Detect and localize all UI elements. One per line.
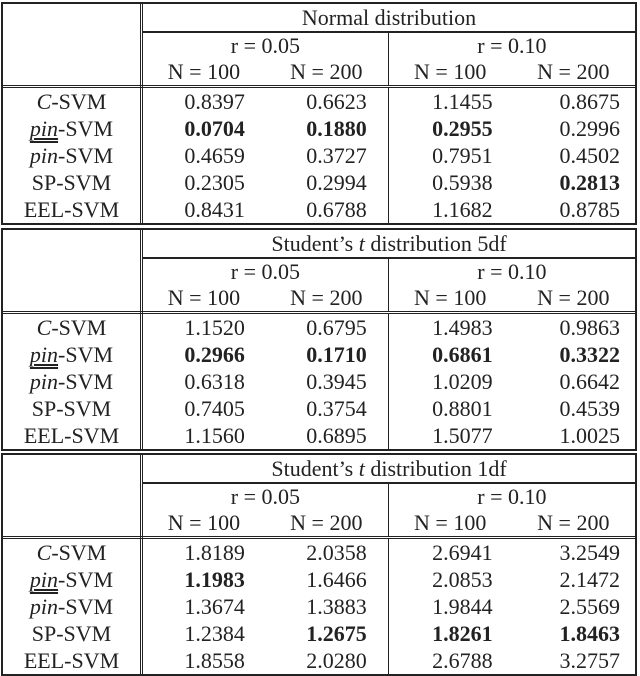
value-cell: 0.5938	[432, 170, 493, 195]
method-suffix: -SVM	[51, 315, 107, 340]
method-suffix: -SVM	[51, 540, 107, 565]
n-header: N = 200	[512, 510, 635, 538]
value-cell: 1.2384	[184, 621, 245, 646]
method-label	[3, 538, 142, 567]
empty-cell	[3, 230, 142, 258]
method-suffix: -SVM	[51, 89, 107, 114]
block-title	[142, 230, 636, 258]
value-cell: 1.4983	[432, 315, 493, 340]
method-label	[3, 169, 142, 196]
value-cell: 1.9844	[432, 594, 493, 619]
value-cell: 0.6895	[265, 422, 388, 449]
table-row	[3, 538, 635, 567]
value-cell: 1.1560	[184, 423, 245, 448]
value-cell: 1.2675	[265, 620, 388, 647]
value-cell: 0.6795	[265, 313, 388, 342]
method-label	[3, 368, 142, 395]
empty-cell	[3, 510, 142, 538]
empty-cell	[3, 455, 142, 483]
r-header: r = 0.05	[142, 32, 389, 59]
table-row	[3, 647, 635, 674]
n-header: N = 100	[142, 285, 265, 313]
method-suffix: -SVM	[58, 143, 114, 168]
n-header: N = 100	[388, 285, 511, 313]
value-cell: 1.1455	[432, 89, 493, 114]
value-cell: 2.5569	[559, 594, 620, 619]
value-cell: 1.3674	[184, 594, 245, 619]
value-cell: 0.8397	[184, 89, 245, 114]
table-row	[3, 566, 635, 593]
n-header: N = 100	[388, 59, 511, 87]
value-cell: 0.8431	[184, 197, 245, 222]
value-cell: 0.8785	[559, 197, 620, 222]
table-row	[3, 368, 635, 395]
value-cell: 0.4539	[559, 396, 620, 421]
table-row	[3, 115, 635, 142]
method-prefix: C	[36, 89, 52, 114]
title-text: Normal distribution	[301, 4, 477, 30]
n-header: N = 200	[512, 59, 635, 87]
value-cell: 2.0358	[265, 538, 388, 567]
table-block	[1, 2, 637, 225]
method-suffix: EEL-SVM	[23, 197, 120, 222]
table-row	[3, 341, 635, 368]
value-cell: 0.6623	[265, 87, 388, 116]
value-cell: 1.1983	[184, 567, 245, 592]
value-cell: 1.1682	[432, 197, 493, 222]
value-cell: 1.8189	[184, 540, 245, 565]
method-label	[3, 313, 142, 342]
table-row	[3, 395, 635, 422]
table-row	[3, 142, 635, 169]
method-prefix: pin	[29, 342, 59, 367]
value-cell: 1.0209	[432, 369, 493, 394]
r-header: r = 0.10	[477, 259, 547, 284]
method-suffix: EEL-SVM	[23, 423, 120, 448]
value-cell: 0.2994	[265, 169, 388, 196]
table-row	[3, 422, 635, 449]
empty-cell	[3, 483, 142, 510]
value-cell: 0.2813	[559, 170, 620, 195]
title-text: Student’s	[271, 455, 359, 481]
method-label	[3, 647, 142, 674]
value-cell: 0.4659	[184, 143, 245, 168]
r-header: r = 0.10	[477, 484, 547, 509]
method-label	[3, 115, 142, 142]
value-cell: 1.3883	[265, 593, 388, 620]
method-label	[3, 422, 142, 449]
n-header: N = 200	[265, 285, 388, 313]
value-cell: 0.4502	[559, 143, 620, 168]
empty-cell	[3, 285, 142, 313]
value-cell: 0.1880	[265, 115, 388, 142]
table-row	[3, 593, 635, 620]
empty-cell	[3, 258, 142, 285]
method-prefix: pin	[29, 116, 59, 141]
n-header: N = 200	[265, 510, 388, 538]
r-header: r = 0.05	[142, 483, 389, 510]
method-suffix: -SVM	[58, 369, 114, 394]
title-variable: t	[358, 455, 365, 481]
method-suffix: -SVM	[58, 567, 114, 592]
table-row	[3, 196, 635, 223]
method-prefix: $\overline{pin}$	[29, 369, 59, 394]
method-label	[3, 341, 142, 368]
method-label	[3, 620, 142, 647]
n-header: N = 100	[142, 59, 265, 87]
method-suffix: EEL-SVM	[23, 648, 120, 673]
r-header: r = 0.10	[477, 33, 547, 58]
value-cell: 3.2757	[559, 648, 620, 673]
table-block	[1, 453, 637, 676]
method-suffix: SP-SVM	[31, 396, 112, 421]
value-cell: 0.2996	[559, 116, 620, 141]
method-prefix: C	[36, 540, 52, 565]
value-cell: 1.5077	[432, 423, 493, 448]
value-cell: 0.7405	[184, 396, 245, 421]
method-suffix: SP-SVM	[31, 170, 112, 195]
value-cell: 0.3754	[265, 395, 388, 422]
method-label	[3, 196, 142, 223]
value-cell: 0.6788	[265, 196, 388, 223]
table-row	[3, 87, 635, 116]
value-cell: 0.8801	[432, 396, 493, 421]
method-suffix: SP-SVM	[31, 621, 112, 646]
value-cell: 0.1710	[265, 341, 388, 368]
empty-cell	[3, 32, 142, 59]
value-cell: 3.2549	[559, 540, 620, 565]
method-prefix: pin	[29, 567, 59, 592]
method-prefix: $\overline{pin}$	[29, 143, 59, 168]
value-cell: 1.8463	[559, 621, 620, 646]
value-cell: 2.0853	[432, 567, 493, 592]
value-cell: 0.6861	[432, 342, 493, 367]
method-label	[3, 87, 142, 116]
method-suffix: -SVM	[58, 594, 114, 619]
n-header: N = 200	[512, 285, 635, 313]
value-cell: 2.6941	[432, 540, 493, 565]
method-prefix: C	[36, 315, 52, 340]
value-cell: 1.8261	[432, 621, 493, 646]
value-cell: 2.6788	[432, 648, 493, 673]
value-cell: 0.2966	[184, 342, 245, 367]
title-text: Student’s	[271, 230, 359, 256]
value-cell: 0.8675	[559, 89, 620, 114]
block-title	[142, 4, 636, 32]
method-label	[3, 593, 142, 620]
block-title	[142, 455, 636, 483]
value-cell: 2.1472	[559, 567, 620, 592]
value-cell: 0.0704	[184, 116, 245, 141]
title-text: distribution 5df	[364, 230, 507, 256]
title-variable: t	[358, 230, 365, 256]
value-cell: 1.1520	[184, 315, 245, 340]
r-header: r = 0.05	[142, 258, 389, 285]
value-cell: 1.0025	[559, 423, 620, 448]
method-suffix: -SVM	[58, 116, 114, 141]
value-cell: 0.3727	[265, 142, 388, 169]
table-row	[3, 313, 635, 342]
value-cell: 0.3945	[265, 368, 388, 395]
method-label	[3, 395, 142, 422]
value-cell: 0.2305	[184, 170, 245, 195]
table-row	[3, 169, 635, 196]
title-text: distribution 1df	[364, 455, 507, 481]
empty-cell	[3, 4, 142, 32]
value-cell: 0.7951	[432, 143, 493, 168]
value-cell: 0.6642	[559, 369, 620, 394]
empty-cell	[3, 59, 142, 87]
value-cell: 0.3322	[559, 342, 620, 367]
value-cell: 1.8558	[184, 648, 245, 673]
n-header: N = 100	[142, 510, 265, 538]
value-cell: 2.0280	[265, 647, 388, 674]
method-prefix: $\overline{pin}$	[29, 594, 59, 619]
n-header: N = 100	[388, 510, 511, 538]
n-header: N = 200	[265, 59, 388, 87]
value-cell: 0.6318	[184, 369, 245, 394]
method-label	[3, 142, 142, 169]
method-label	[3, 566, 142, 593]
table-block	[1, 228, 637, 451]
method-suffix: -SVM	[58, 342, 114, 367]
value-cell: 1.6466	[265, 566, 388, 593]
value-cell: 0.9863	[559, 315, 620, 340]
table-row	[3, 620, 635, 647]
value-cell: 0.2955	[432, 116, 493, 141]
